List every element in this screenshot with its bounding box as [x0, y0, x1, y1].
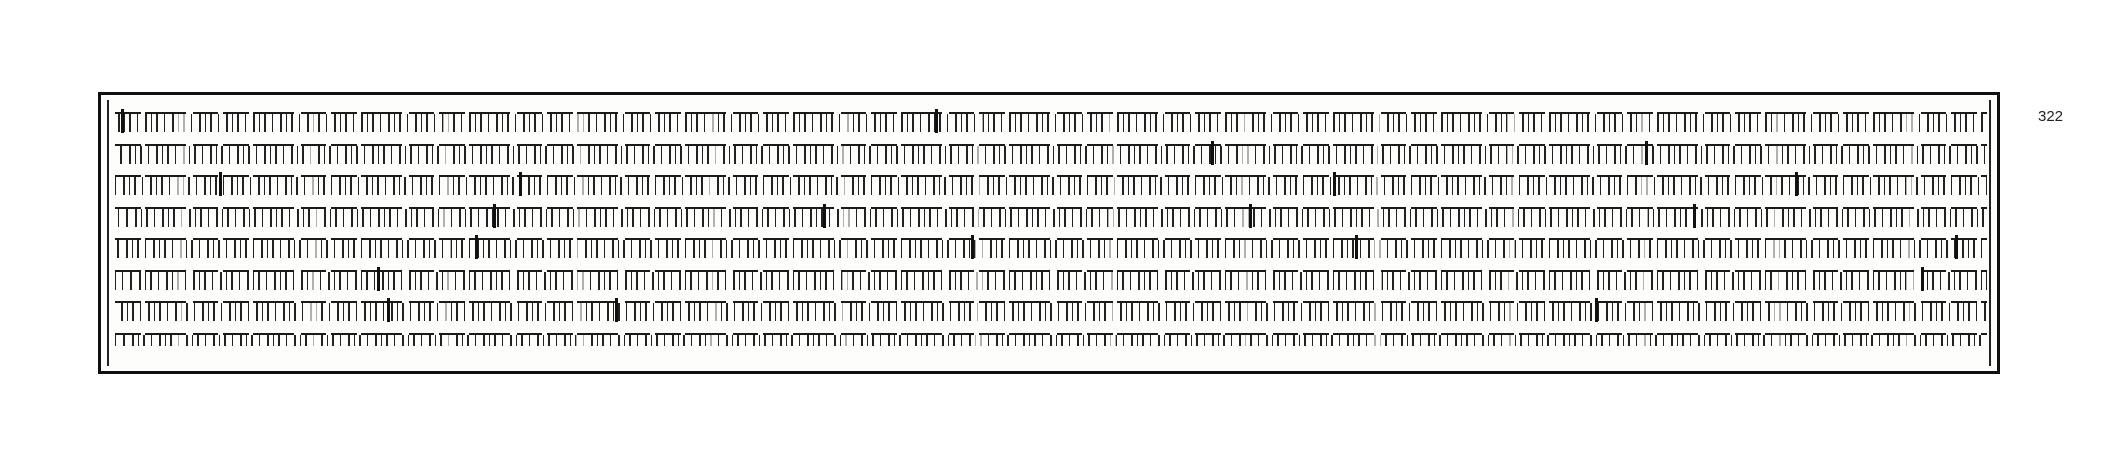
text-line-4-content [115, 203, 1266, 227]
text-line-6 [115, 263, 1987, 295]
text-line-8 [115, 326, 1987, 346]
text-line-4 [115, 200, 1987, 232]
folio-page [98, 92, 2000, 374]
text-line-7 [115, 294, 1987, 326]
text-line-1-content [115, 108, 1092, 132]
text-line-3-content [115, 171, 1202, 195]
text-line-1 [115, 105, 1987, 137]
text-line-2-content [115, 140, 1103, 164]
text-line-3 [115, 168, 1987, 200]
text-line-2 [115, 137, 1987, 169]
tibetan-text-block [115, 105, 1987, 367]
text-line-5 [115, 231, 1987, 263]
text-line-5-content [115, 234, 1143, 258]
text-line-8-content [115, 329, 794, 346]
page-number: 322 [2038, 108, 2064, 125]
text-line-7-content [115, 297, 1085, 321]
text-line-6-content [115, 266, 1201, 290]
